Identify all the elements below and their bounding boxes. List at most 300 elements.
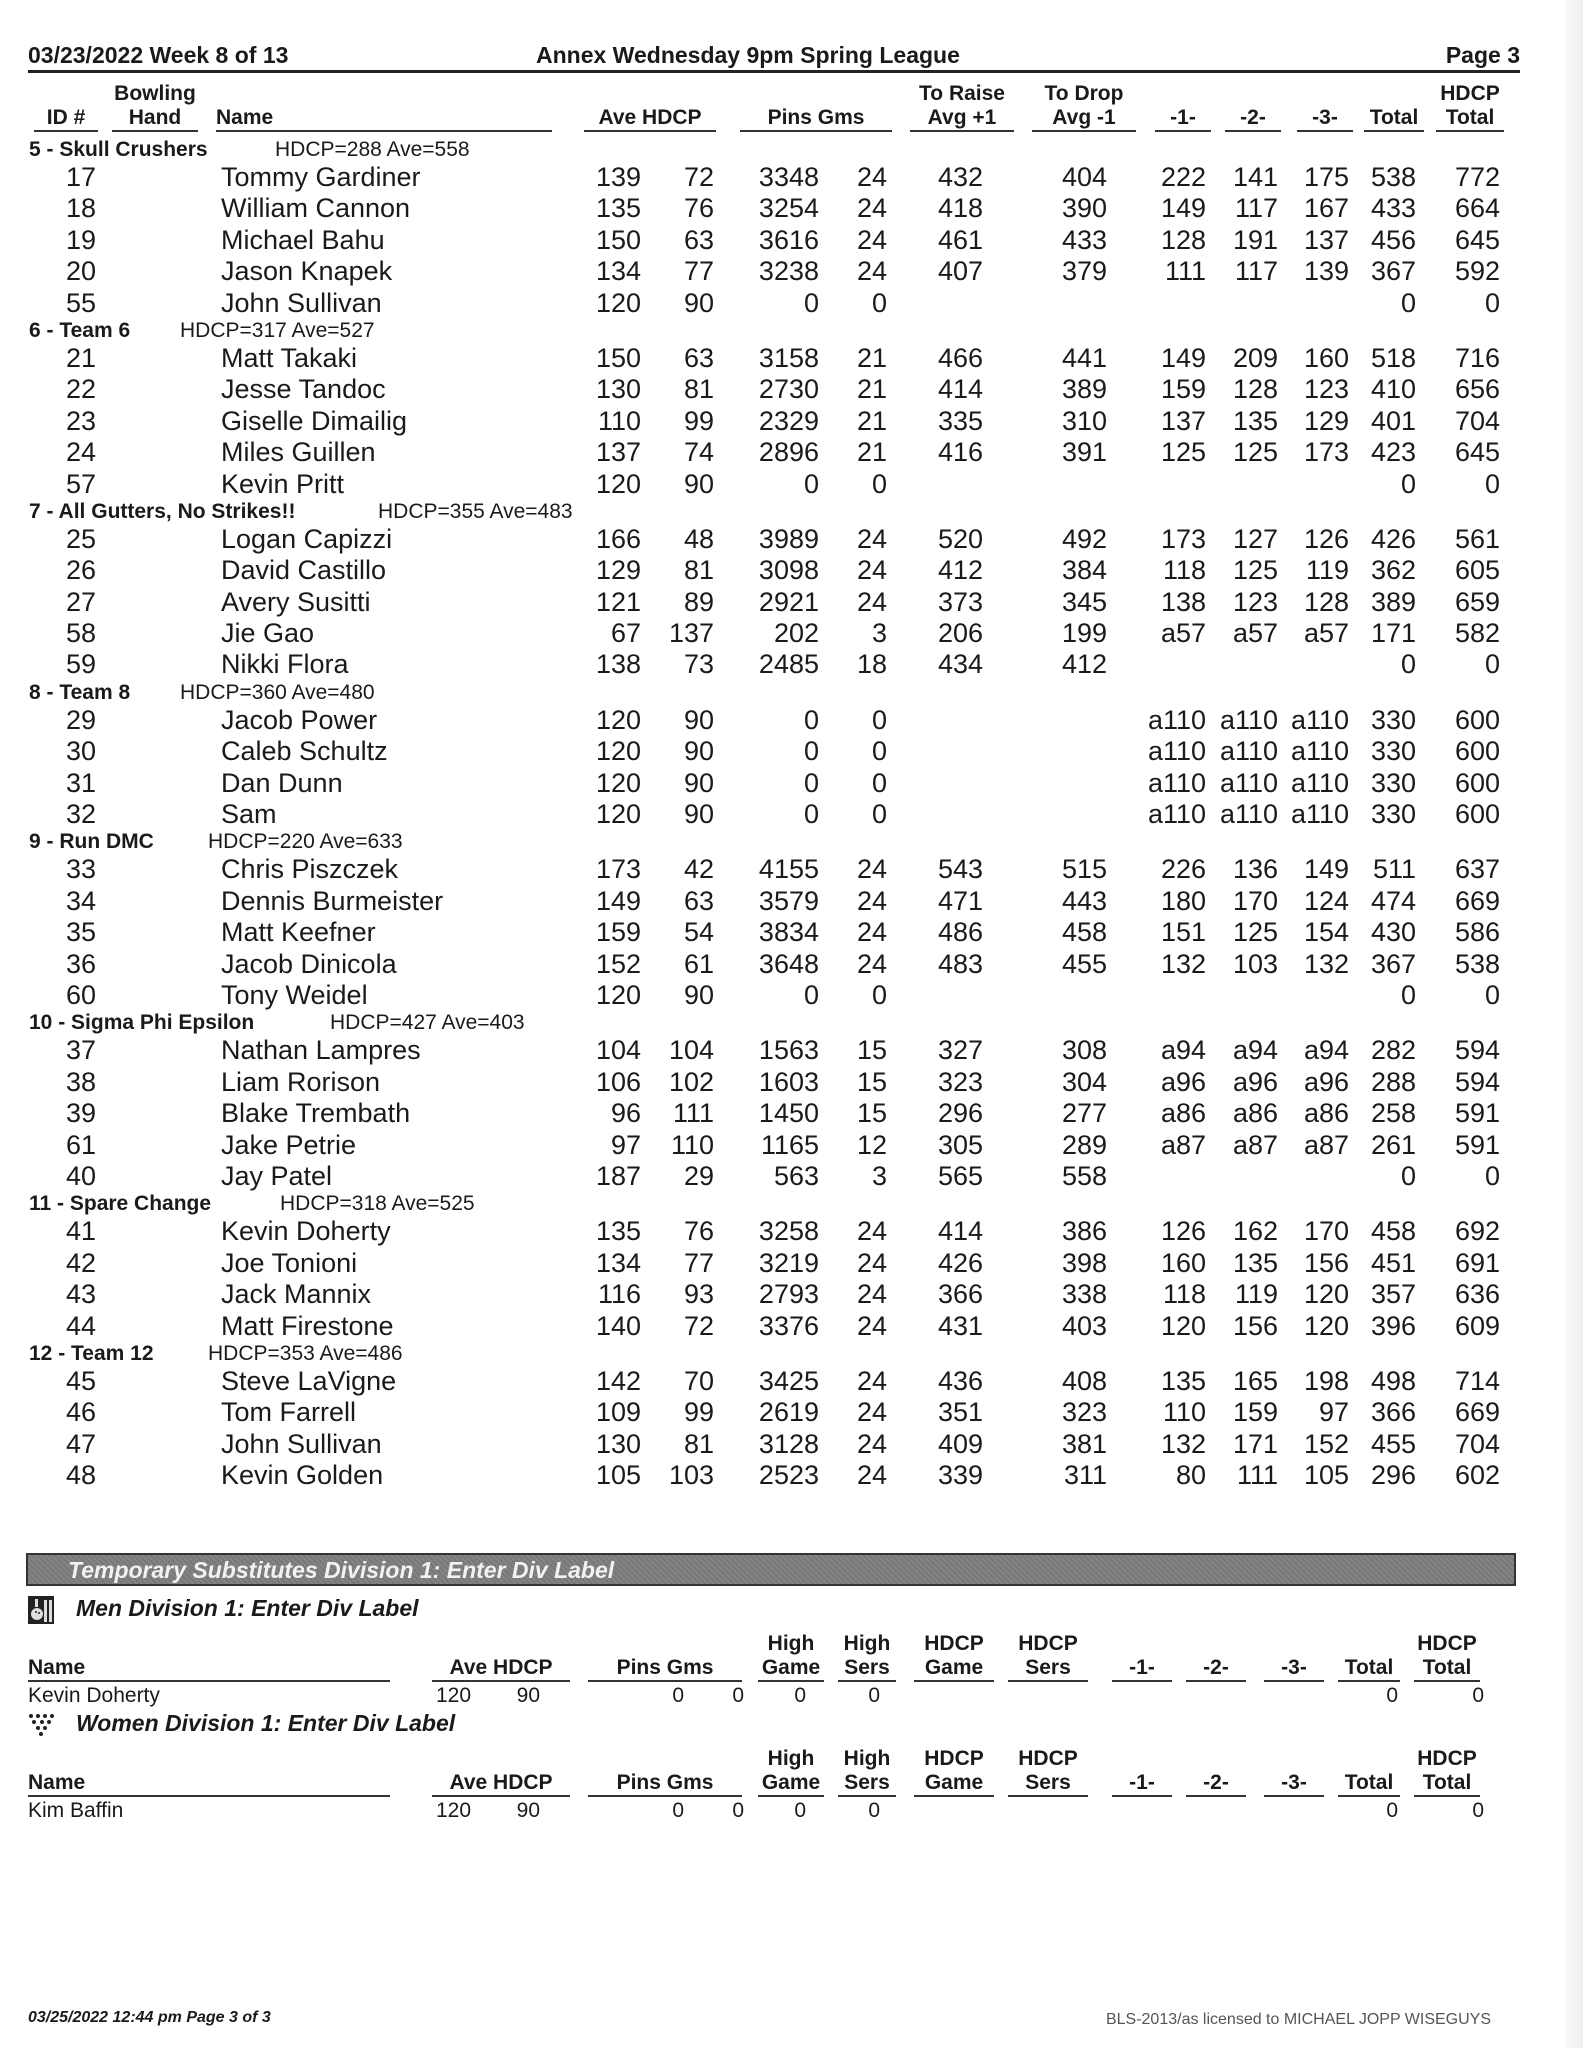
player-raise: 323 (937, 1066, 983, 1097)
player-total: 474 (1370, 885, 1416, 916)
player-gms: 0 (871, 704, 887, 735)
player-gms: 24 (856, 1460, 887, 1491)
player-htotal: 0 (1484, 1160, 1500, 1191)
player-ave: 187 (595, 1160, 641, 1191)
player-htotal: 609 (1454, 1310, 1500, 1341)
player-drop: 404 (1061, 162, 1107, 192)
player-pins: 3648 (758, 948, 819, 979)
player-ave: 105 (595, 1460, 641, 1491)
player-ave: 135 (595, 193, 641, 224)
player-total: 330 (1370, 767, 1416, 798)
sub-total: 0 (1386, 1799, 1398, 1822)
player-name: Jesse Tandoc (221, 374, 386, 405)
player-total: 423 (1370, 437, 1416, 468)
player-hdcp: 63 (683, 885, 714, 916)
sub-col-hs: High Sers (838, 1747, 896, 1797)
team-header (0, 319, 1583, 343)
bowling-pins-icon (28, 1596, 54, 1624)
player-ave: 138 (595, 649, 641, 680)
player-g2: 125 (1232, 437, 1278, 468)
player-id: 41 (66, 1216, 97, 1247)
player-hdcp: 99 (683, 1397, 714, 1428)
player-drop: 277 (1061, 1098, 1107, 1129)
player-pins: 1165 (760, 1129, 819, 1160)
team-header (0, 1192, 1583, 1216)
player-row (0, 162, 1583, 193)
player-raise: 483 (937, 948, 983, 979)
player-drop: 443 (1061, 885, 1107, 916)
player-htotal: 637 (1454, 854, 1500, 885)
player-total: 451 (1370, 1247, 1416, 1278)
col-pins-gms: Pins Gms (740, 82, 892, 132)
player-pins: 2896 (758, 437, 819, 468)
player-hdcp: 110 (670, 1129, 714, 1160)
player-total: 362 (1370, 555, 1416, 586)
player-id: 17 (66, 162, 97, 192)
player-name: Nikki Flora (221, 649, 349, 680)
col-hdcp-total: HDCP Total (1436, 82, 1504, 132)
player-ave: 152 (595, 948, 641, 979)
player-pins: 1450 (758, 1098, 819, 1129)
sub-col-hs: High Sers (838, 1632, 896, 1682)
player-row (0, 1460, 1583, 1491)
player-hdcp: 42 (683, 854, 714, 885)
player-raise: 432 (937, 162, 983, 192)
player-total: 288 (1370, 1066, 1416, 1097)
player-gms: 24 (856, 1365, 887, 1396)
col-id: ID # (34, 82, 98, 132)
player-g2: a110 (1219, 767, 1278, 798)
player-id: 59 (66, 649, 97, 680)
player-total: 0 (1400, 468, 1416, 499)
player-total: 330 (1370, 799, 1416, 830)
sub-ave: 120 (436, 1799, 472, 1822)
player-id: 33 (66, 854, 97, 885)
player-raise: 466 (937, 342, 983, 373)
player-ave: 130 (595, 374, 641, 405)
player-g1: a94 (1160, 1035, 1206, 1066)
team-name: 5 - Skull Crushers (29, 138, 208, 161)
player-g1: 149 (1160, 342, 1206, 373)
player-g1: 118 (1162, 555, 1206, 586)
substitutes-banner (26, 1553, 1516, 1586)
sub-hdcp: 90 (516, 1684, 540, 1707)
player-g3: 173 (1303, 437, 1349, 468)
player-hdcp: 90 (683, 468, 714, 499)
player-total: 396 (1370, 1310, 1416, 1341)
player-pins: 3989 (758, 523, 819, 554)
team-name: 12 - Team 12 (29, 1341, 154, 1365)
sub-col-hg: High Game (758, 1632, 824, 1682)
player-g2: a94 (1232, 1035, 1278, 1066)
women-division-title (28, 1708, 455, 1738)
player-ave: 96 (610, 1098, 641, 1129)
player-pins: 563 (773, 1160, 819, 1191)
player-id: 42 (66, 1247, 97, 1278)
player-gms: 0 (871, 468, 887, 499)
player-g3: 137 (1303, 224, 1349, 255)
player-g3: 120 (1303, 1310, 1349, 1341)
player-pins: 0 (803, 767, 819, 798)
player-row (0, 1366, 1583, 1397)
player-row (0, 736, 1583, 767)
player-htotal: 704 (1454, 1428, 1500, 1459)
player-raise: 327 (937, 1035, 983, 1066)
player-row (0, 1216, 1583, 1247)
player-hdcp: 89 (683, 586, 714, 617)
player-drop: 558 (1061, 1160, 1107, 1191)
player-ave: 116 (597, 1279, 641, 1310)
player-row (0, 1397, 1583, 1428)
player-name: Tommy Gardiner (221, 162, 421, 192)
player-htotal: 691 (1454, 1247, 1500, 1278)
player-g2: 162 (1232, 1216, 1278, 1247)
player-total: 366 (1370, 1397, 1416, 1428)
player-ave: 67 (610, 618, 641, 649)
player-pins: 3254 (758, 193, 819, 224)
player-drop: 455 (1061, 948, 1107, 979)
sub-col-htotal: HDCP Total (1414, 1747, 1480, 1797)
player-total: 401 (1370, 405, 1416, 436)
player-ave: 120 (595, 736, 641, 767)
player-htotal: 714 (1454, 1365, 1500, 1396)
player-row (0, 1311, 1583, 1342)
player-total: 410 (1370, 374, 1416, 405)
player-row (0, 288, 1583, 319)
player-ave: 135 (595, 1216, 641, 1247)
player-g1: 126 (1160, 1216, 1206, 1247)
sub-col-pins_gms: Pins Gms (588, 1747, 742, 1797)
player-drop: 304 (1061, 1066, 1107, 1097)
player-htotal: 716 (1454, 342, 1500, 373)
player-raise: 339 (937, 1460, 983, 1491)
player-id: 44 (66, 1310, 97, 1341)
player-g1: 159 (1160, 374, 1206, 405)
player-name: Giselle Dimailig (221, 405, 408, 436)
player-drop: 381 (1061, 1428, 1107, 1459)
player-htotal: 0 (1484, 979, 1500, 1010)
player-raise: 206 (937, 618, 983, 649)
team-name: 9 - Run DMC (29, 830, 154, 854)
player-htotal: 656 (1454, 374, 1500, 405)
player-hdcp: 76 (683, 193, 714, 224)
player-g2: 103 (1232, 948, 1278, 979)
player-row (0, 1429, 1583, 1460)
player-hdcp: 77 (683, 256, 714, 287)
player-g3: 126 (1303, 523, 1349, 554)
team-name: 8 - Team 8 (29, 680, 131, 704)
player-g2: 171 (1232, 1428, 1278, 1459)
player-g2: 156 (1232, 1310, 1278, 1341)
player-id: 30 (66, 736, 97, 767)
sub-total: 0 (1386, 1684, 1398, 1707)
player-pins: 4155 (758, 854, 819, 885)
team-stats: HDCP=318 Ave=525 (280, 1192, 475, 1216)
player-hdcp: 102 (668, 1066, 714, 1097)
player-hdcp: 70 (683, 1365, 714, 1396)
sub-col-hds: HDCP Sers (1008, 1747, 1088, 1797)
player-raise: 414 (937, 374, 983, 405)
sub-col-g1: -1- (1112, 1632, 1172, 1682)
player-row (0, 1035, 1583, 1066)
player-pins: 3834 (758, 917, 819, 948)
player-row (0, 854, 1583, 885)
player-g3: 167 (1303, 193, 1349, 224)
sub-htotal: 0 (1472, 1684, 1484, 1707)
player-id: 22 (66, 374, 97, 405)
player-row (0, 256, 1583, 287)
player-g1: 128 (1160, 224, 1206, 255)
player-id: 61 (66, 1129, 97, 1160)
player-total: 456 (1370, 224, 1416, 255)
player-id: 32 (66, 799, 97, 830)
player-drop: 379 (1061, 256, 1107, 287)
player-gms: 24 (856, 555, 887, 586)
player-total: 426 (1370, 523, 1416, 554)
player-pins: 2921 (758, 586, 819, 617)
player-pins: 2329 (758, 405, 819, 436)
sub-name: Kim Baffin (28, 1799, 124, 1822)
player-g1: a110 (1147, 704, 1206, 735)
player-ave: 120 (595, 799, 641, 830)
player-ave: 134 (595, 256, 641, 287)
player-total: 282 (1370, 1035, 1416, 1066)
player-ave: 97 (610, 1129, 641, 1160)
player-raise: 416 (937, 437, 983, 468)
sub-col-hdg: HDCP Game (914, 1747, 994, 1797)
player-name: Jacob Power (221, 704, 378, 735)
player-raise: 407 (937, 256, 983, 287)
player-drop: 441 (1061, 342, 1107, 373)
player-raise: 351 (937, 1397, 983, 1428)
sub-col-hds: HDCP Sers (1008, 1632, 1088, 1682)
player-pins: 2619 (758, 1397, 819, 1428)
player-ave: 109 (595, 1397, 641, 1428)
player-g3: 175 (1303, 162, 1349, 192)
player-row (0, 1161, 1583, 1192)
player-g3: a57 (1303, 618, 1349, 649)
player-name: Jacob Dinicola (221, 948, 397, 979)
player-drop: 199 (1061, 618, 1107, 649)
player-name: Avery Susitti (221, 586, 371, 617)
sub-hg: 0 (794, 1684, 806, 1707)
player-ave: 120 (595, 979, 641, 1010)
sub-col-g2: -2- (1186, 1747, 1246, 1797)
player-id: 23 (66, 405, 97, 436)
player-hdcp: 90 (683, 767, 714, 798)
team-standings (0, 138, 1583, 1491)
team-header (0, 830, 1583, 854)
col-total: Total (1364, 82, 1424, 132)
player-row (0, 587, 1583, 618)
player-g1: 118 (1162, 1279, 1206, 1310)
player-hdcp: 103 (668, 1460, 714, 1491)
player-g2: a110 (1219, 799, 1278, 830)
player-row (0, 1248, 1583, 1279)
player-hdcp: 99 (683, 405, 714, 436)
player-pins: 2793 (758, 1279, 819, 1310)
men-division-label: Men Division 1: Enter Div Label (76, 1595, 419, 1621)
player-name: Tom Farrell (221, 1397, 357, 1428)
player-g1: 137 (1160, 405, 1206, 436)
player-id: 40 (66, 1160, 97, 1191)
player-hdcp: 90 (683, 979, 714, 1010)
player-total: 458 (1370, 1216, 1416, 1247)
player-row (0, 374, 1583, 405)
player-gms: 0 (871, 287, 887, 318)
player-ave: 137 (595, 437, 641, 468)
player-g2: 123 (1232, 586, 1278, 617)
player-total: 330 (1370, 736, 1416, 767)
player-g2: a87 (1232, 1129, 1278, 1160)
player-pins: 3425 (758, 1365, 819, 1396)
player-name: Matt Keefner (221, 917, 376, 948)
player-hdcp: 111 (672, 1098, 714, 1129)
player-g1: 110 (1162, 1397, 1206, 1428)
player-htotal: 0 (1484, 649, 1500, 680)
team-name: 10 - Sigma Phi Epsilon (29, 1011, 255, 1035)
player-hdcp: 81 (683, 1428, 714, 1459)
player-ave: 110 (597, 405, 641, 436)
player-gms: 24 (856, 1279, 887, 1310)
player-g1: 132 (1160, 1428, 1206, 1459)
player-id: 57 (66, 468, 97, 499)
sub-pins: 0 (672, 1684, 684, 1707)
player-total: 430 (1370, 917, 1416, 948)
player-total: 261 (1370, 1129, 1416, 1160)
sub-col-pins_gms: Pins Gms (588, 1632, 742, 1682)
player-g3: 132 (1303, 948, 1349, 979)
player-name: Matt Firestone (221, 1310, 394, 1341)
player-row (0, 1279, 1583, 1310)
player-id: 55 (66, 287, 97, 318)
sub-col-hg: High Game (758, 1747, 824, 1797)
player-htotal: 659 (1454, 586, 1500, 617)
player-id: 46 (66, 1397, 97, 1428)
player-raise: 366 (937, 1279, 983, 1310)
player-g1: 180 (1160, 885, 1206, 916)
player-htotal: 0 (1484, 287, 1500, 318)
player-total: 0 (1400, 287, 1416, 318)
player-htotal: 664 (1454, 193, 1500, 224)
player-id: 24 (66, 437, 97, 468)
player-gms: 0 (871, 799, 887, 830)
player-raise: 520 (937, 523, 983, 554)
player-id: 27 (66, 586, 97, 617)
player-pins: 1563 (758, 1035, 819, 1066)
player-id: 34 (66, 885, 97, 916)
player-gms: 24 (856, 854, 887, 885)
player-htotal: 600 (1454, 704, 1500, 735)
player-id: 20 (66, 256, 97, 287)
player-hdcp: 72 (683, 1310, 714, 1341)
player-g2: 159 (1232, 1397, 1278, 1428)
player-htotal: 600 (1454, 736, 1500, 767)
player-g3: a94 (1303, 1035, 1349, 1066)
player-gms: 24 (856, 1397, 887, 1428)
player-row (0, 917, 1583, 948)
player-row (0, 1067, 1583, 1098)
pin-dots-icon (28, 1711, 54, 1739)
player-g3: 160 (1303, 342, 1349, 373)
player-drop: 492 (1061, 523, 1107, 554)
report-header (28, 42, 1520, 73)
player-gms: 24 (856, 162, 887, 192)
player-row (0, 799, 1583, 830)
player-id: 25 (66, 523, 97, 554)
player-g2: 135 (1232, 1247, 1278, 1278)
player-pins: 0 (803, 287, 819, 318)
player-name: Blake Trembath (221, 1098, 411, 1129)
player-drop: 391 (1061, 437, 1107, 468)
player-htotal: 594 (1454, 1035, 1500, 1066)
player-drop: 389 (1061, 374, 1107, 405)
player-g2: 117 (1234, 256, 1278, 287)
player-row (0, 343, 1583, 374)
player-g2: 191 (1232, 224, 1278, 255)
player-row (0, 469, 1583, 500)
player-pins: 3219 (758, 1247, 819, 1278)
player-row (0, 768, 1583, 799)
player-name: Liam Rorison (221, 1066, 381, 1097)
player-total: 498 (1370, 1365, 1416, 1396)
player-g2: a110 (1219, 736, 1278, 767)
player-htotal: 605 (1454, 555, 1500, 586)
player-raise: 426 (937, 1247, 983, 1278)
print-timestamp: 03/25/2022 12:44 pm Page 3 of 3 (28, 2009, 271, 2026)
player-raise: 436 (937, 1365, 983, 1396)
team-header (0, 1011, 1583, 1035)
player-total: 389 (1370, 586, 1416, 617)
player-pins: 3616 (758, 224, 819, 255)
player-raise: 412 (937, 555, 983, 586)
player-hdcp: 90 (683, 287, 714, 318)
team-stats: HDCP=360 Ave=480 (180, 680, 375, 704)
sub-gms: 0 (732, 1799, 744, 1822)
player-g3: a86 (1303, 1098, 1349, 1129)
women-sub-row (0, 1799, 1583, 1823)
player-id: 29 (66, 704, 97, 735)
player-ave: 139 (595, 162, 641, 192)
player-g1: a110 (1147, 767, 1206, 798)
player-htotal: 692 (1454, 1216, 1500, 1247)
player-g3: 156 (1303, 1247, 1349, 1278)
sub-col-g3: -3- (1264, 1747, 1324, 1797)
col-hand: Bowling Hand (112, 82, 198, 132)
player-pins: 3098 (758, 555, 819, 586)
player-total: 171 (1370, 618, 1416, 649)
player-total: 367 (1370, 256, 1416, 287)
player-g1: 160 (1160, 1247, 1206, 1278)
player-pins: 3258 (758, 1216, 819, 1247)
player-g2: 128 (1232, 374, 1278, 405)
player-g1: a110 (1147, 736, 1206, 767)
player-g3: 105 (1303, 1460, 1349, 1491)
player-g3: a110 (1290, 799, 1349, 830)
player-hdcp: 61 (683, 948, 714, 979)
player-hdcp: 137 (668, 618, 714, 649)
sub-hs: 0 (868, 1799, 880, 1822)
player-g2: 117 (1234, 193, 1278, 224)
col-to-drop: To Drop Avg -1 (1032, 82, 1136, 132)
player-ave: 121 (595, 586, 641, 617)
sub-gms: 0 (732, 1684, 744, 1707)
player-id: 60 (66, 979, 97, 1010)
player-g2: 125 (1232, 555, 1278, 586)
player-gms: 12 (856, 1129, 887, 1160)
player-ave: 142 (595, 1365, 641, 1396)
player-drop: 308 (1061, 1035, 1107, 1066)
